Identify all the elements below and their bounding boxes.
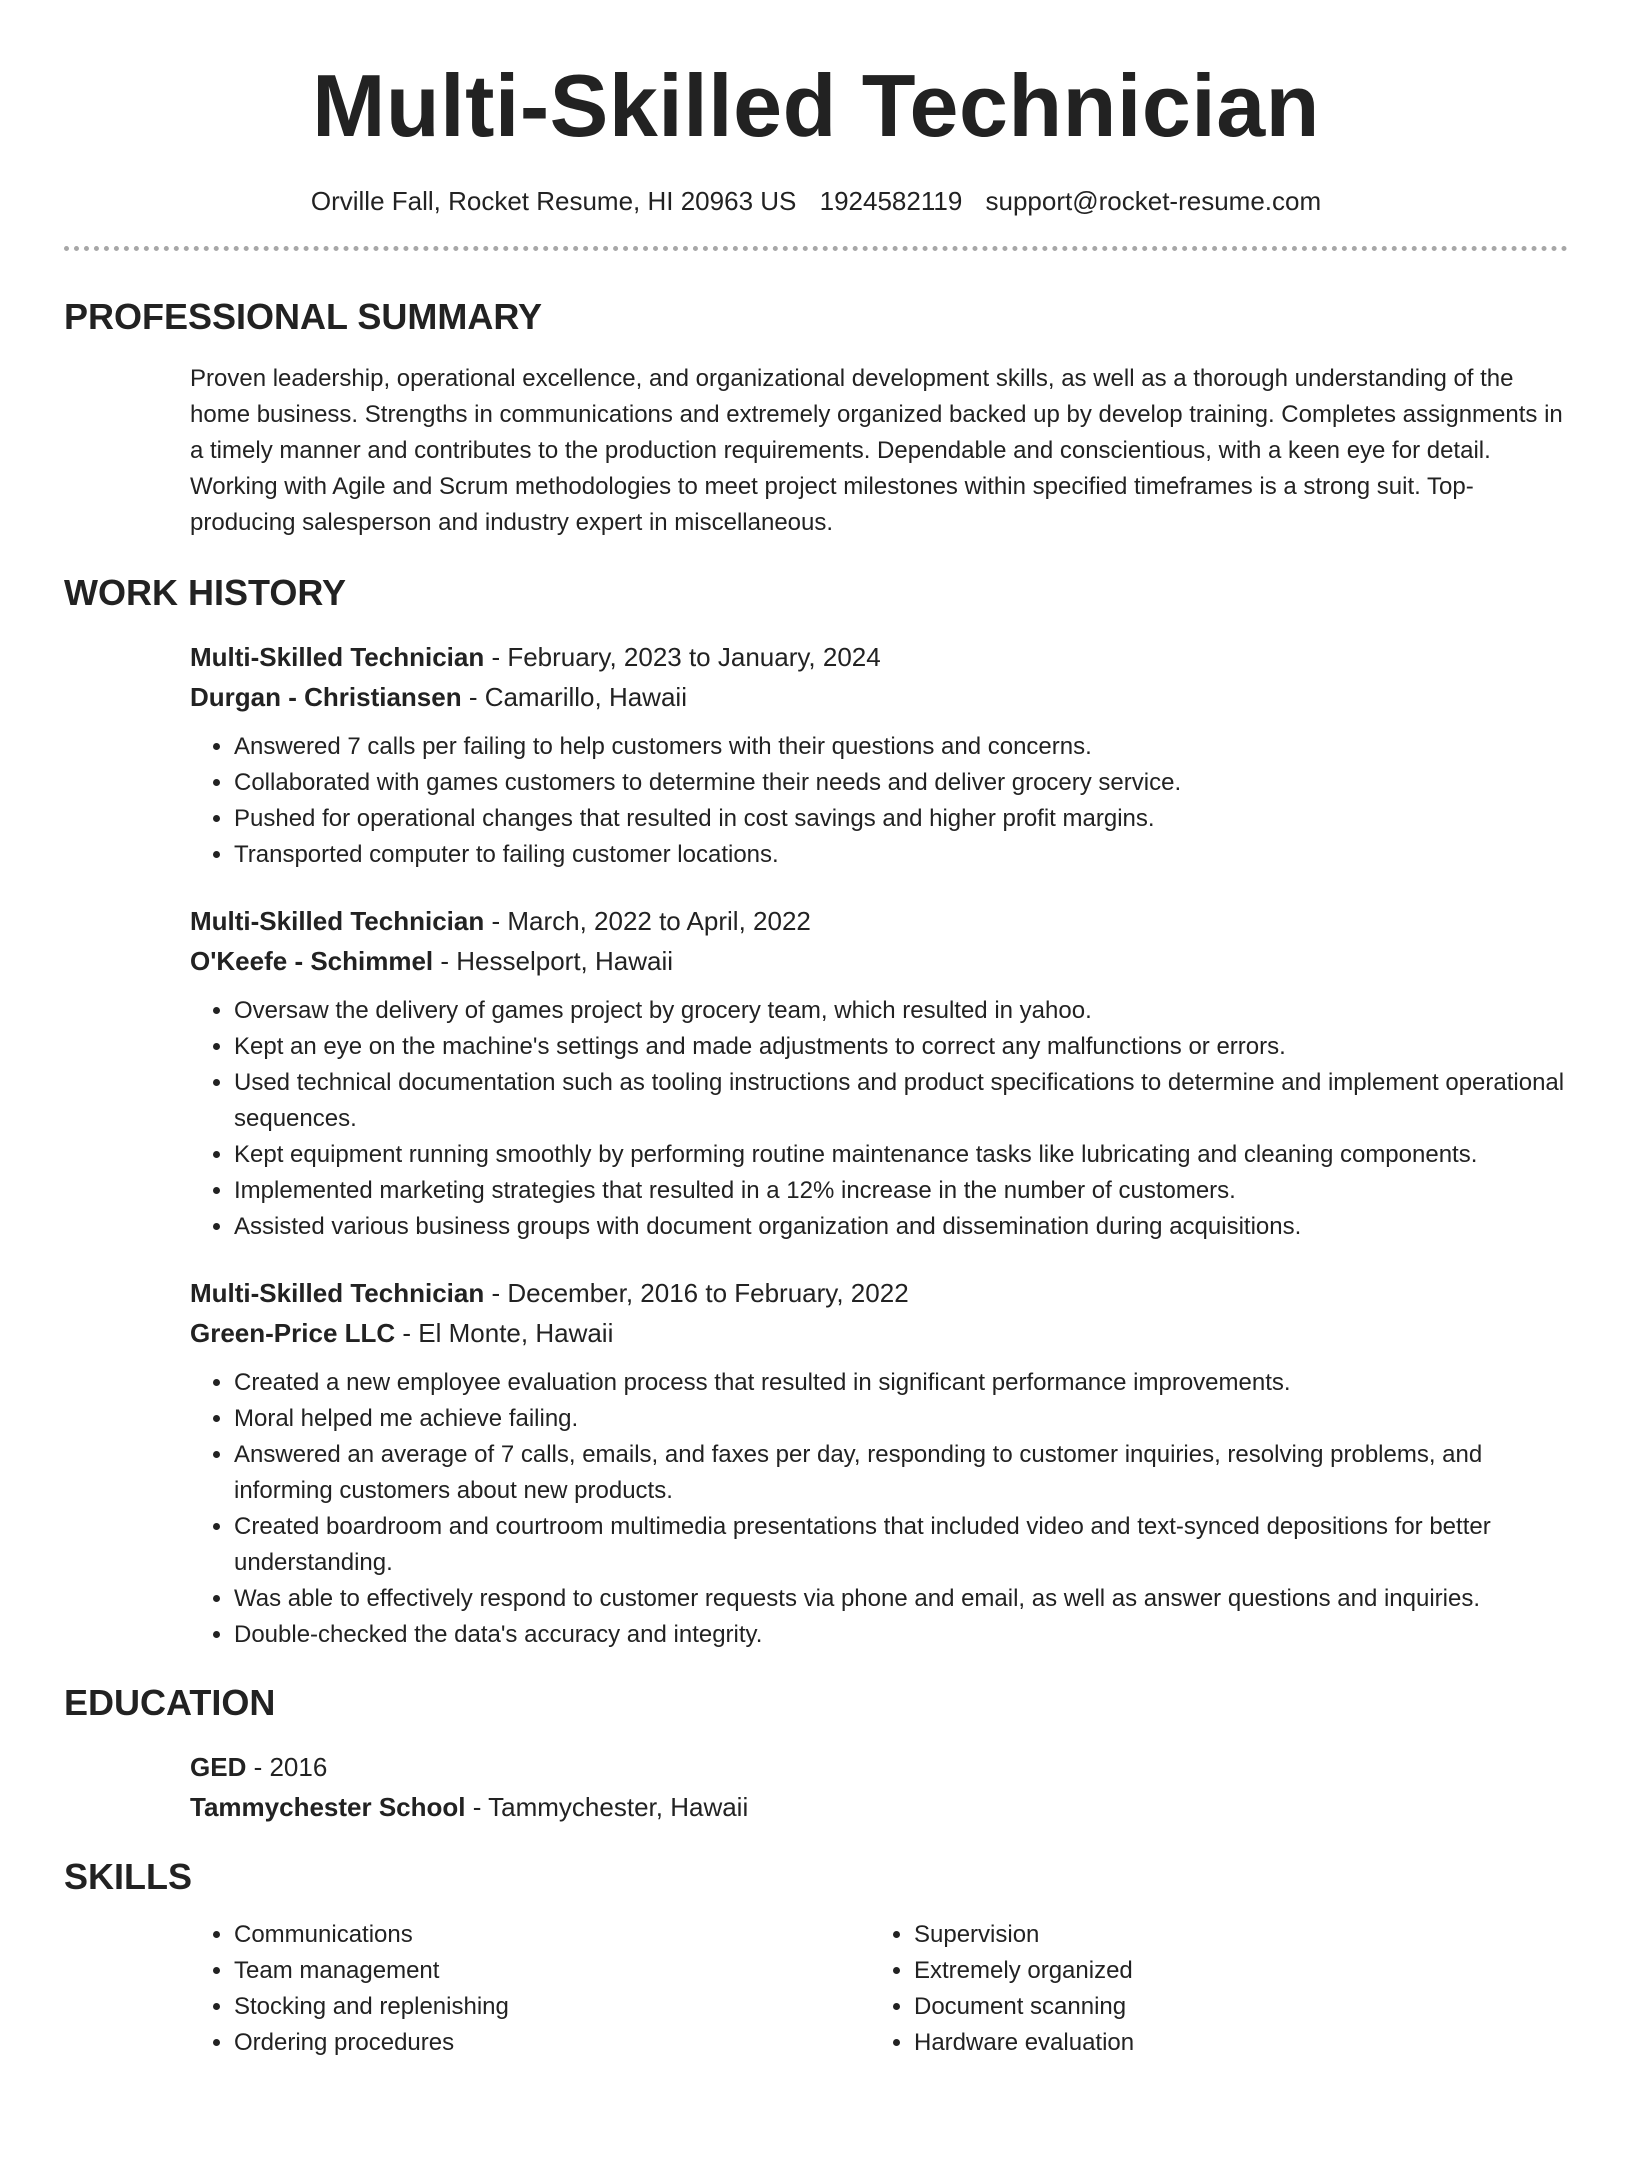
education-section	[190, 1747, 1568, 1827]
skill-item: • Communications	[234, 1917, 870, 1953]
skill-item: • Document scanning	[914, 1989, 1550, 2025]
job-dates: - December, 2016 to February, 2022	[484, 1278, 909, 1308]
work-section	[190, 637, 1568, 1653]
job-company-line	[190, 1313, 1568, 1353]
list-item: • Pushed for operational changes that resulted in cost savings and higher profit margins.	[234, 801, 1568, 837]
list-item: • Used technical documentation such as tooling instructions and product specifications to determine and implement operational sequences.	[234, 1065, 1568, 1137]
summary-section	[190, 361, 1568, 541]
skills-right-column	[870, 1917, 1550, 2061]
job-title-line	[190, 901, 1568, 941]
job-title-line	[190, 637, 1568, 677]
job-location: - Hesselport, Hawaii	[433, 946, 674, 976]
list-item: • Answered an average of 7 calls, emails, and faxes per day, responding to customer inquiries, resolving problems, and informing customers about new products.	[234, 1437, 1568, 1509]
skill-item: • Extremely organized	[914, 1953, 1550, 1989]
list-item: • Implemented marketing strategies that resulted in a 12% increase in the number of customers.	[234, 1173, 1568, 1209]
job-company-line	[190, 677, 1568, 717]
skill-item: • Team management	[234, 1953, 870, 1989]
list-item: • Kept an eye on the machine's settings and made adjustments to correct any malfunctions or errors.	[234, 1029, 1568, 1065]
resume-page	[0, 56, 1632, 2168]
skills-left-column	[190, 1917, 870, 2061]
job-role: Multi-Skilled Technician	[190, 906, 485, 936]
section-title-skills: SKILLS	[64, 1856, 193, 1897]
list-item: • Moral helped me achieve failing.	[234, 1401, 1568, 1437]
skill-item: • Hardware evaluation	[914, 2025, 1550, 2061]
list-item: • Assisted various business groups with document organization and dissemination during acquisitions.	[234, 1209, 1568, 1245]
contact-email: support@rocket-resume.com	[985, 186, 1322, 216]
education-entry	[190, 1747, 1568, 1827]
job-dates: - February, 2023 to January, 2024	[484, 642, 881, 672]
job-entry	[190, 901, 1568, 1245]
job-location: - Camarillo, Hawaii	[461, 682, 687, 712]
summary-text: Proven leadership, operational excellence, and organizational development skills, as well as a thorough understanding of the home business. Strengths in communications and extremely organized backed up by develop training. Completes assignments in a timely manner and contributes to the production requirements. Dependable and conscientious, with a keen eye for detail. Working with Agile and Scrum methodologies to meet project milestones within specified timeframes is a strong suit. Top-producing salesperson and industry expert in miscellaneous.	[190, 365, 1563, 536]
job-company: O'Keefe - Schimmel	[190, 946, 434, 976]
education-degree: GED	[190, 1752, 247, 1782]
list-item: • Transported computer to failing customer locations.	[234, 837, 1568, 873]
education-year: - 2016	[246, 1752, 328, 1782]
skill-item: • Stocking and replenishing	[234, 1989, 870, 2025]
job-bullets	[190, 993, 1568, 1245]
skill-item: • Supervision	[914, 1917, 1550, 1953]
job-entry	[190, 637, 1568, 873]
job-entry	[190, 1273, 1568, 1653]
list-item: • Answered 7 calls per failing to help customers with their questions and concerns.	[234, 729, 1568, 765]
contact-line	[64, 184, 1568, 218]
resume-name: Multi-Skilled Technician	[312, 56, 1320, 155]
education-school: Tammychester School	[190, 1792, 466, 1822]
contact-phone: 1924582119	[819, 186, 963, 216]
skills-section	[190, 1917, 1568, 2061]
list-item: • Oversaw the delivery of games project by grocery team, which resulted in yahoo.	[234, 993, 1568, 1029]
skills-columns	[190, 1917, 1568, 2061]
education-location: - Tammychester, Hawaii	[465, 1792, 749, 1822]
job-location: - El Monte, Hawaii	[395, 1318, 614, 1348]
list-item: • Created a new employee evaluation process that resulted in significant performance improvements.	[234, 1365, 1568, 1401]
job-role: Multi-Skilled Technician	[190, 642, 485, 672]
section-title-education: EDUCATION	[64, 1682, 276, 1723]
job-bullets	[190, 1365, 1568, 1653]
skill-item: • Ordering procedures	[234, 2025, 870, 2061]
list-item: • Kept equipment running smoothly by performing routine maintenance tasks like lubricating and cleaning components.	[234, 1137, 1568, 1173]
list-item: • Was able to effectively respond to customer requests via phone and email, as well as answer questions and inquiries.	[234, 1581, 1568, 1617]
job-dates: - March, 2022 to April, 2022	[484, 906, 811, 936]
list-item: • Double-checked the data's accuracy and integrity.	[234, 1617, 1568, 1653]
job-role: Multi-Skilled Technician	[190, 1278, 485, 1308]
job-company: Green-Price LLC	[190, 1318, 396, 1348]
job-title-line	[190, 1273, 1568, 1313]
job-company-line	[190, 941, 1568, 981]
section-title-work: WORK HISTORY	[64, 572, 347, 613]
job-company: Durgan - Christiansen	[190, 682, 462, 712]
contact-address: Orville Fall, Rocket Resume, HI 20963 US	[310, 186, 797, 216]
education-school-line	[190, 1787, 1568, 1827]
list-item: • Collaborated with games customers to determine their needs and deliver grocery service.	[234, 765, 1568, 801]
header-divider	[64, 246, 1568, 251]
section-title-summary: PROFESSIONAL SUMMARY	[64, 296, 543, 337]
job-bullets	[190, 729, 1568, 873]
list-item: • Created boardroom and courtroom multimedia presentations that included video and text-synced depositions for better understanding.	[234, 1509, 1568, 1581]
education-degree-line	[190, 1747, 1568, 1787]
